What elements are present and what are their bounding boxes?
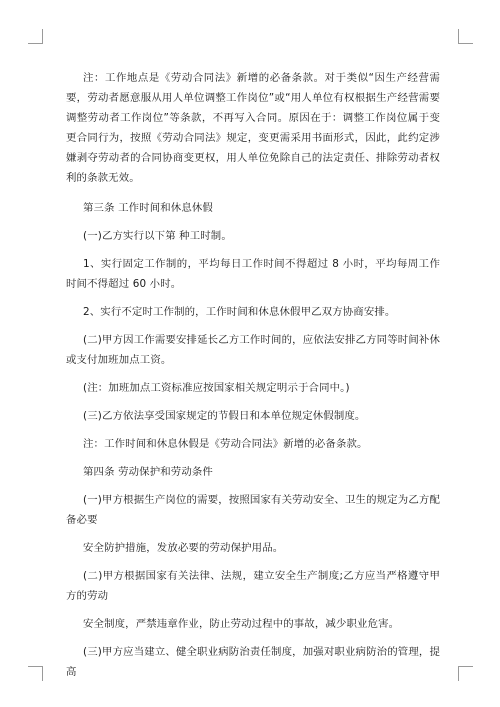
clause-4-2: (二)甲方根据国家有关法律、法规，建立安全生产制度;乙方应当严格遵守甲方的劳动 (66, 570, 440, 602)
clause-3-1: (一)乙方实行以下第 种工时制。 (83, 230, 232, 242)
article-three-heading: 第三条 工作时间和休息休假 (83, 202, 213, 214)
clause-4-2-continued: 安全制度，严禁违章作业，防止劳动过程中的事故，减少职业危害。 (83, 618, 400, 630)
crop-mark-bottom-left (28, 666, 43, 681)
clause-3-3: (三)乙方依法享受国家规定的节假日和本单位规定休假制度。 (83, 410, 366, 422)
crop-mark-top-left (28, 29, 43, 44)
clause-4-1-continued: 安全防护措施，发放必要的劳动保护用品。 (83, 542, 284, 554)
note-workplace-paragraph: 注：工作地点是《劳动合同法》新增的必备条款。对于类似“因生产经营需要，劳动者愿意服从用人单位调整工作岗位”或“用人单位有权根据生产经营需要调整劳动者工作岗位”等条款，不再写入合同。原因在于：调整工作岗位属于变更合同行为，按照《劳动合同法》规定，变更需采用书面形式，因此，此约定涉嫌剥夺劳动者的合同协商变更权，用人单位免除自己的法定责任、排除劳动者权利的条款无效。 (66, 72, 440, 184)
article-four-heading: 第四条 劳动保护和劳动条件 (83, 466, 213, 478)
clause-4-1: (一)甲方根据生产岗位的需要，按照国家有关劳动安全、卫生的规定为乙方配备必要 (66, 494, 440, 526)
crop-mark-bottom-right (458, 666, 473, 681)
note-working-hours: 注：工作时间和休息休假是《劳动合同法》新增的必备条款。 (83, 438, 368, 450)
clause-3-1-item-1: 1、实行固定工作制的，平均每日工作时间不得超过 8 小时，平均每周工作时间不得超过 60 小时。 (66, 258, 440, 290)
clause-3-1-item-2: 2、实行不定时工作制的，工作时间和休息休假甲乙双方协商安排。 (83, 306, 396, 318)
clause-3-2: (二)甲方因工作需要安排延长乙方工作时间的，应依法安排乙方同等时间补休或支付加班加点工资。 (66, 334, 440, 366)
clause-4-3: (三)甲方应当建立、健全职业病防治责任制度，加强对职业病防治的管理，提高 (66, 646, 440, 678)
crop-mark-top-right (458, 29, 473, 44)
document-body (66, 68, 440, 690)
note-overtime-pay: (注：加班加点工资标准应按国家相关规定明示于合同中。) (83, 382, 350, 394)
